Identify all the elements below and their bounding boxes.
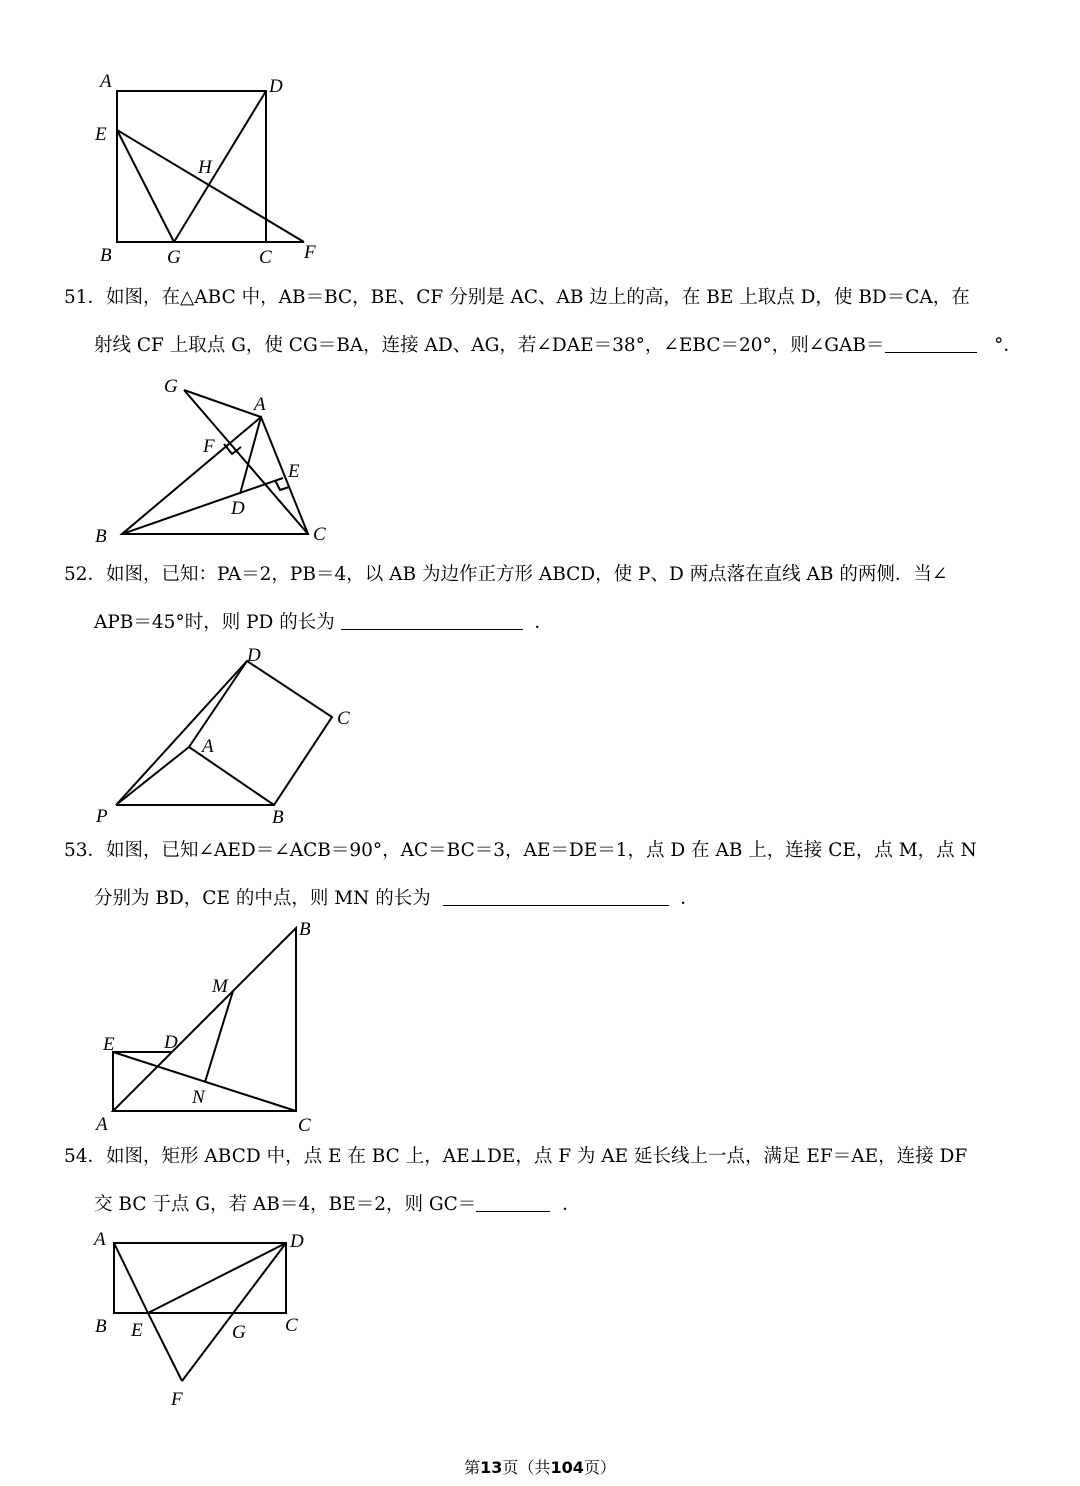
label-f: F — [171, 1389, 183, 1410]
label-f: F — [304, 242, 316, 263]
segment-be — [122, 478, 283, 534]
label-a: A — [254, 394, 266, 415]
label-a: A — [202, 736, 214, 757]
problem-text: ． — [680, 888, 699, 909]
problem-text: 射线 CF 上取点 G，使 CG＝BA，连接 AD、AG，若∠DAE＝38°，∠EBC＝20°，则∠GAB＝ — [94, 335, 885, 356]
answer-blank[interactable] — [443, 883, 669, 906]
problem-text: 如图，已知∠AED＝∠ACB＝90°，AC＝BC＝3，AE＝DE＝1，点 D 在 AB 上，连接 CE，点 M，点 N — [106, 840, 977, 861]
problem-number: 51． — [64, 287, 107, 308]
label-c: C — [285, 1315, 298, 1336]
problem-text: 如图，已知：PA＝2，PB＝4，以 AB 为边作正方形 ABCD，使 P、D 两点落在直线 AB 的两侧．当∠ — [106, 564, 948, 585]
problem-text: 如图，在△ABC 中，AB＝BC，BE、CF 分别是 AC、AB 边上的高，在 BE 上取点 D，使 BD＝CA，在 — [106, 287, 970, 308]
problem-number: 53． — [64, 840, 107, 861]
problem-51 — [64, 274, 1024, 370]
current-page: 13 — [480, 1458, 503, 1477]
label-a: A — [94, 1229, 106, 1250]
label-n: N — [192, 1087, 205, 1108]
problem-text: APB＝45°时，则 PD 的长为 — [94, 612, 335, 633]
label-d: D — [231, 498, 245, 519]
label-b: B — [95, 1316, 107, 1337]
label-d: D — [164, 1032, 178, 1053]
label-d: D — [247, 645, 261, 666]
segment-pd — [116, 661, 247, 805]
label-e: E — [131, 1320, 143, 1341]
figure-54 — [90, 1225, 330, 1415]
total-pages: 104 — [550, 1458, 584, 1477]
figure-53 — [90, 915, 340, 1140]
label-m: M — [212, 976, 228, 997]
label-g: G — [164, 376, 178, 397]
footer-prefix: 第 — [464, 1458, 481, 1477]
triangle-abc — [122, 417, 308, 534]
label-c: C — [313, 524, 326, 545]
figure-50 — [90, 70, 340, 270]
answer-blank[interactable] — [476, 1189, 550, 1212]
problem-text: 交 BC 于点 G，若 AB＝4，BE＝2，则 GC＝ — [94, 1194, 477, 1215]
problem-number: 54． — [64, 1146, 107, 1167]
figure-51 — [90, 372, 350, 552]
problem-text: °． — [994, 335, 1022, 356]
answer-blank[interactable] — [341, 607, 523, 630]
segment-ed — [148, 1243, 286, 1313]
segment-gd — [174, 91, 266, 242]
problem-text: 如图，矩形 ABCD 中，点 E 在 BC 上，AE⊥DE，点 F 为 AE 延长线上一点，满足 EF＝AE，连接 DF — [106, 1146, 968, 1167]
segment-ad — [240, 417, 261, 494]
square-abcd — [117, 91, 266, 242]
square-abcd — [189, 661, 332, 805]
label-e: E — [103, 1034, 115, 1055]
problem-number: 52． — [64, 564, 107, 585]
problem-text: ． — [534, 612, 553, 633]
label-g: G — [167, 247, 181, 268]
label-d: D — [269, 76, 283, 97]
label-e: E — [288, 461, 300, 482]
label-b: B — [272, 807, 284, 828]
problem-54 — [64, 1133, 1024, 1229]
segment-pa — [116, 747, 189, 805]
label-b: B — [95, 526, 107, 547]
label-d: D — [290, 1231, 304, 1252]
label-p: P — [96, 806, 108, 827]
triangle-acb — [113, 928, 296, 1111]
label-c: C — [337, 708, 350, 729]
problem-53 — [64, 827, 1024, 923]
label-g: G — [232, 1322, 246, 1343]
problem-52 — [64, 551, 1024, 647]
footer-middle: 页（共 — [502, 1458, 551, 1477]
figure-52 — [90, 645, 370, 835]
label-b: B — [100, 245, 112, 266]
label-e: E — [95, 124, 107, 145]
problem-text: 分别为 BD，CE 的中点，则 MN 的长为 — [94, 888, 431, 909]
label-c: C — [259, 247, 272, 268]
problem-text: ． — [562, 1194, 581, 1215]
label-a: A — [100, 71, 112, 92]
footer-suffix: 页） — [583, 1458, 616, 1477]
label-f: F — [203, 436, 215, 457]
label-c: C — [298, 1115, 311, 1136]
label-a: A — [96, 1114, 108, 1135]
label-h: H — [198, 157, 212, 178]
label-b: B — [299, 919, 311, 940]
answer-blank[interactable] — [885, 330, 977, 353]
page-footer — [0, 1455, 1080, 1478]
